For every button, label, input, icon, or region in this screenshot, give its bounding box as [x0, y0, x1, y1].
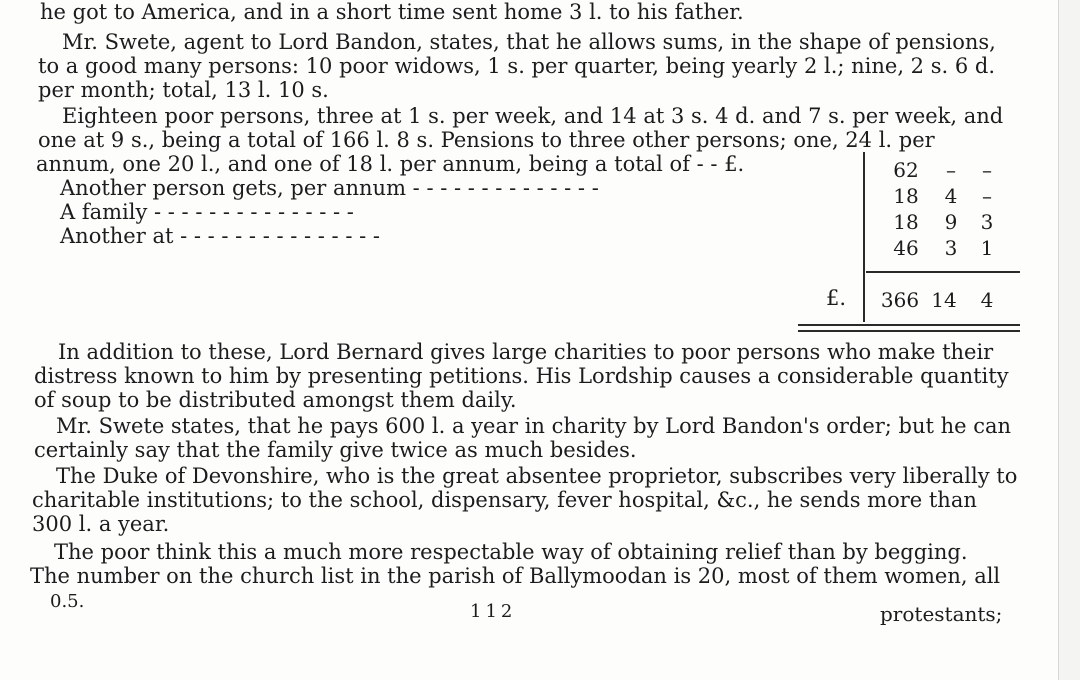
total-pounds: 366: [880, 288, 920, 312]
pounds-figure: 62: [893, 158, 919, 182]
marginal-note: 0.5.: [50, 591, 85, 612]
table-row-label: Another person gets, per annum - - - - - - - - - - - - - -: [60, 176, 599, 200]
shillings-figure: 3: [944, 236, 958, 260]
double-rule-top: [798, 324, 1020, 326]
pounds-figure: 18: [893, 210, 919, 234]
text-line: annum, one 20 l., and one of 18 l. per annum, being a total of - - £.: [36, 152, 745, 176]
table-row-label: Another at - - - - - - - - - - - - - - -: [60, 224, 380, 248]
text-line: to a good many persons: 10 poor widows, 1 s. per quarter, being yearly 2 l.; nine, 2 s. 6 d.: [38, 54, 995, 78]
text-line: The number on the church list in the parish of Ballymoodan is 20, most of them women, all: [30, 564, 1001, 588]
column-rule: [863, 152, 865, 322]
text-line: The Duke of Devonshire, who is the great absentee proprietor, subscribes very liberally to: [56, 464, 1018, 488]
double-rule-bottom: [798, 330, 1020, 332]
total-pence: 4: [980, 288, 994, 312]
pence-figure: –: [982, 184, 992, 208]
text-line: Mr. Swete, agent to Lord Bandon, states, that he allows sums, in the shape of pensions,: [62, 30, 996, 54]
text-line: per month; total, 13 l. 10 s.: [38, 78, 329, 102]
sum-rule: [866, 271, 1020, 273]
text-line: he got to America, and in a short time sent home 3 l. to his father.: [40, 0, 744, 24]
text-line: Mr. Swete states, that he pays 600 l. a year in charity by Lord Bandon's order; but he can: [56, 414, 1012, 438]
pence-figure: 3: [980, 210, 994, 234]
text-line: In addition to these, Lord Bernard gives large charities to poor persons who make their: [58, 340, 994, 364]
pence-figure: –: [982, 158, 992, 182]
pence-figure: 1: [980, 236, 994, 260]
page-number: 112: [470, 601, 517, 622]
catchword: protestants;: [880, 602, 1003, 626]
shillings-figure: 4: [944, 184, 958, 208]
text-line: The poor think this a much more respectable way of obtaining relief than by begging.: [54, 540, 968, 564]
text-line: 300 l. a year.: [32, 512, 170, 536]
table-row-label: A family - - - - - - - - - - - - - - -: [60, 200, 354, 224]
shillings-figure: 9: [944, 210, 958, 234]
total-shillings: 14: [931, 288, 957, 312]
text-line: of soup to be distributed amongst them daily.: [34, 388, 517, 412]
page-edge: [1058, 0, 1080, 680]
text-line: certainly say that the family give twice as much besides.: [34, 438, 637, 462]
shillings-figure: –: [946, 158, 956, 182]
text-line: Eighteen poor persons, three at 1 s. per week, and 14 at 3 s. 4 d. and 7 s. per week, and: [62, 104, 1004, 128]
total-currency: £.: [826, 286, 847, 310]
text-line: distress known to him by presenting petitions. His Lordship causes a considerable quantity: [34, 364, 1009, 388]
pounds-figure: 18: [893, 184, 919, 208]
text-line: one at 9 s., being a total of 166 l. 8 s. Pensions to three other persons; one, 24 l. per: [38, 128, 935, 152]
pounds-figure: 46: [893, 236, 919, 260]
text-line: charitable institutions; to the school, dispensary, fever hospital, &c., he sends more than: [32, 488, 977, 512]
